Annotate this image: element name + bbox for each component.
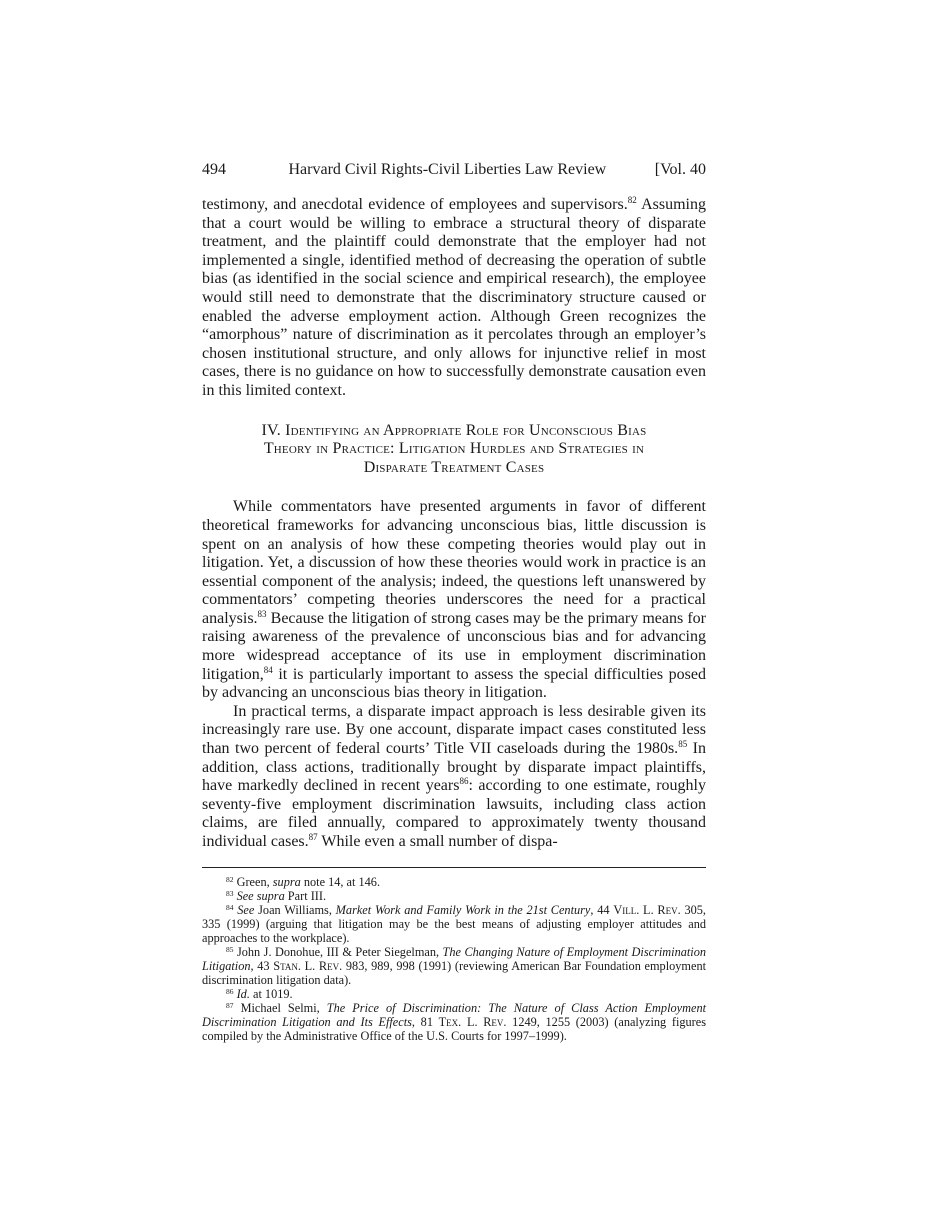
footnote-text: note 14, at 146.: [300, 874, 381, 889]
footnote-ref-84[interactable]: 84: [263, 664, 273, 675]
footnote-number: 83: [226, 888, 234, 898]
footnote-number: 84: [226, 902, 234, 912]
footnote-ref-83[interactable]: 83: [257, 608, 267, 619]
footnotes: [202, 875, 706, 1043]
footnote-82: [202, 875, 706, 889]
footnote-text: John J. Donohue, III & Peter Siegelman,: [233, 944, 443, 959]
page-number: 494: [202, 161, 226, 178]
footnote-text: Michael Selmi,: [233, 1000, 327, 1015]
footnote-number: 87: [226, 1000, 234, 1010]
footnote-text: , 43: [250, 958, 274, 973]
footnote-italic: See: [237, 902, 255, 917]
volume-label: [Vol. 40: [654, 161, 706, 178]
paragraph-1: [202, 196, 706, 401]
footnote-number: 82: [226, 874, 234, 884]
footnote-number: 86: [226, 986, 234, 996]
footnote-86: [202, 987, 706, 1001]
paragraph-3: [202, 703, 706, 852]
footnote-italic: The Price of Discrimination: The Nature of Class Action Employment Discrimination Litigation and Its Effects: [202, 1000, 707, 1029]
footnote-text: Green,: [233, 874, 273, 889]
document-page: [202, 160, 706, 1043]
footnote-83: [202, 889, 706, 903]
paragraph-1-text-b: Assuming that a court would be willing to embrace a structural theory of disparate treatment, and the plaintiff could demonstrate that the employer had not implemented a single, identified method of decreasing the operation of subtle bias (as identified in the social science and empirical research), the employee would still need to demonstrate that the discriminatory structure caused or enabled the adverse employment action. Although Green recognizes the “amorphous” nature of discrimination as it percolates through an employer’s chosen institutional structure, and only allows for injunctive relief in most cases, there is no guidance on how to successfully demonstrate causation even in this limited context.: [202, 196, 707, 399]
footnote-text: 983, 989, 998 (1991) (reviewing American Bar Foundation employment discrimination litigation data).: [202, 958, 707, 987]
footnote-87: [202, 1001, 706, 1043]
footnote-text: 1249, 1255 (2003) (analyzing figures compiled by the Administrative Office of the U.S. Courts for 1997–1999).: [202, 1014, 706, 1043]
footnote-italic: Market Work and Family Work in the 21st Century: [335, 902, 591, 917]
footnote-text: Joan Williams,: [254, 902, 336, 917]
footnote-ref-86[interactable]: 86: [459, 776, 469, 787]
paragraph-2-text-a: While commentators have presented arguments in favor of different theoretical frameworks for advancing unconscious bias, little discussion is spent on an analysis of how these competing theories would play out in litigation. Yet, a discussion of how these theories would work in practice is an essential component of the analysis; indeed, the questions left unanswered by commentators’ competing theories underscores the need for a practical analysis.: [202, 498, 706, 627]
paragraph-2-text-b: Because the litigation of strong cases may be the primary means for raising awareness of the prevalence of unconscious bias and for advancing more widespread acceptance of its use in employment discrimination litigation,: [202, 609, 706, 683]
section-heading-line-1: IV. Identifying an Appropriate Role for Unconscious Bias: [261, 421, 647, 439]
footnote-smallcaps: Stan. L. Rev.: [273, 958, 343, 973]
footnote-text: 305, 335 (1999) (arguing that litigation may be the best means of adjusting employer attitudes and approaches to the workplace).: [202, 902, 706, 945]
footnote-ref-87[interactable]: 87: [308, 832, 318, 842]
paragraph-3-text-d: While even a small number of dispa-: [317, 833, 558, 850]
running-head: [202, 160, 706, 180]
footnote-italic: See supra: [236, 888, 285, 903]
section-heading-line-3: Disparate Treatment Cases: [363, 458, 545, 476]
paragraph-2-text-c: it is particularly important to assess the special difficulties posed by advancing an unconscious bias theory in litigation.: [202, 665, 706, 702]
footnote-number: 85: [226, 944, 234, 954]
body-text: [202, 196, 706, 852]
footnote-ref-82[interactable]: 82: [627, 195, 637, 205]
section-heading-line-2: Theory in Practice: Litigation Hurdles and Strategies in: [263, 440, 645, 458]
footnote-text: , 81: [411, 1014, 439, 1029]
footnote-divider: [202, 867, 706, 868]
paragraph-3-text-b: In addition, class actions, traditionally brought by disparate impact plaintiffs, have markedly declined in recent years: [202, 740, 707, 795]
footnote-ref-85[interactable]: 85: [678, 739, 688, 750]
paragraph-3-text-c: : according to one estimate, roughly seventy-five employment discrimination lawsuits, including class action claims, are filed annually, compared to approximately twenty thousand individual cases.: [202, 777, 706, 850]
footnote-84: [202, 903, 706, 945]
journal-title: Harvard Civil Rights-Civil Liberties Law Review: [288, 161, 607, 178]
footnote-italic: The Changing Nature of Employment Discrimination Litigation: [202, 944, 707, 973]
footnote-text: at 1019.: [249, 986, 293, 1001]
footnote-text: , 44: [590, 902, 614, 917]
paragraph-2: [202, 498, 706, 703]
footnote-85: [202, 945, 706, 987]
paragraph-3-text-a: In practical terms, a disparate impact approach is less desirable given its increasingly rare use. By one account, disparate impact cases constituted less than two percent of federal courts’ Title VII caseloads during the 1980s.: [202, 702, 706, 758]
footnote-italic: Id.: [236, 986, 250, 1001]
footnote-text: Part III.: [284, 888, 327, 903]
paragraph-1-text-a: testimony, and anecdotal evidence of employees and supervisors.: [202, 196, 628, 213]
footnote-smallcaps: Vill. L. Rev.: [613, 902, 681, 917]
footnote-italic: supra: [272, 874, 301, 889]
footnote-smallcaps: Tex. L. Rev.: [438, 1014, 507, 1029]
section-heading: [202, 422, 706, 478]
